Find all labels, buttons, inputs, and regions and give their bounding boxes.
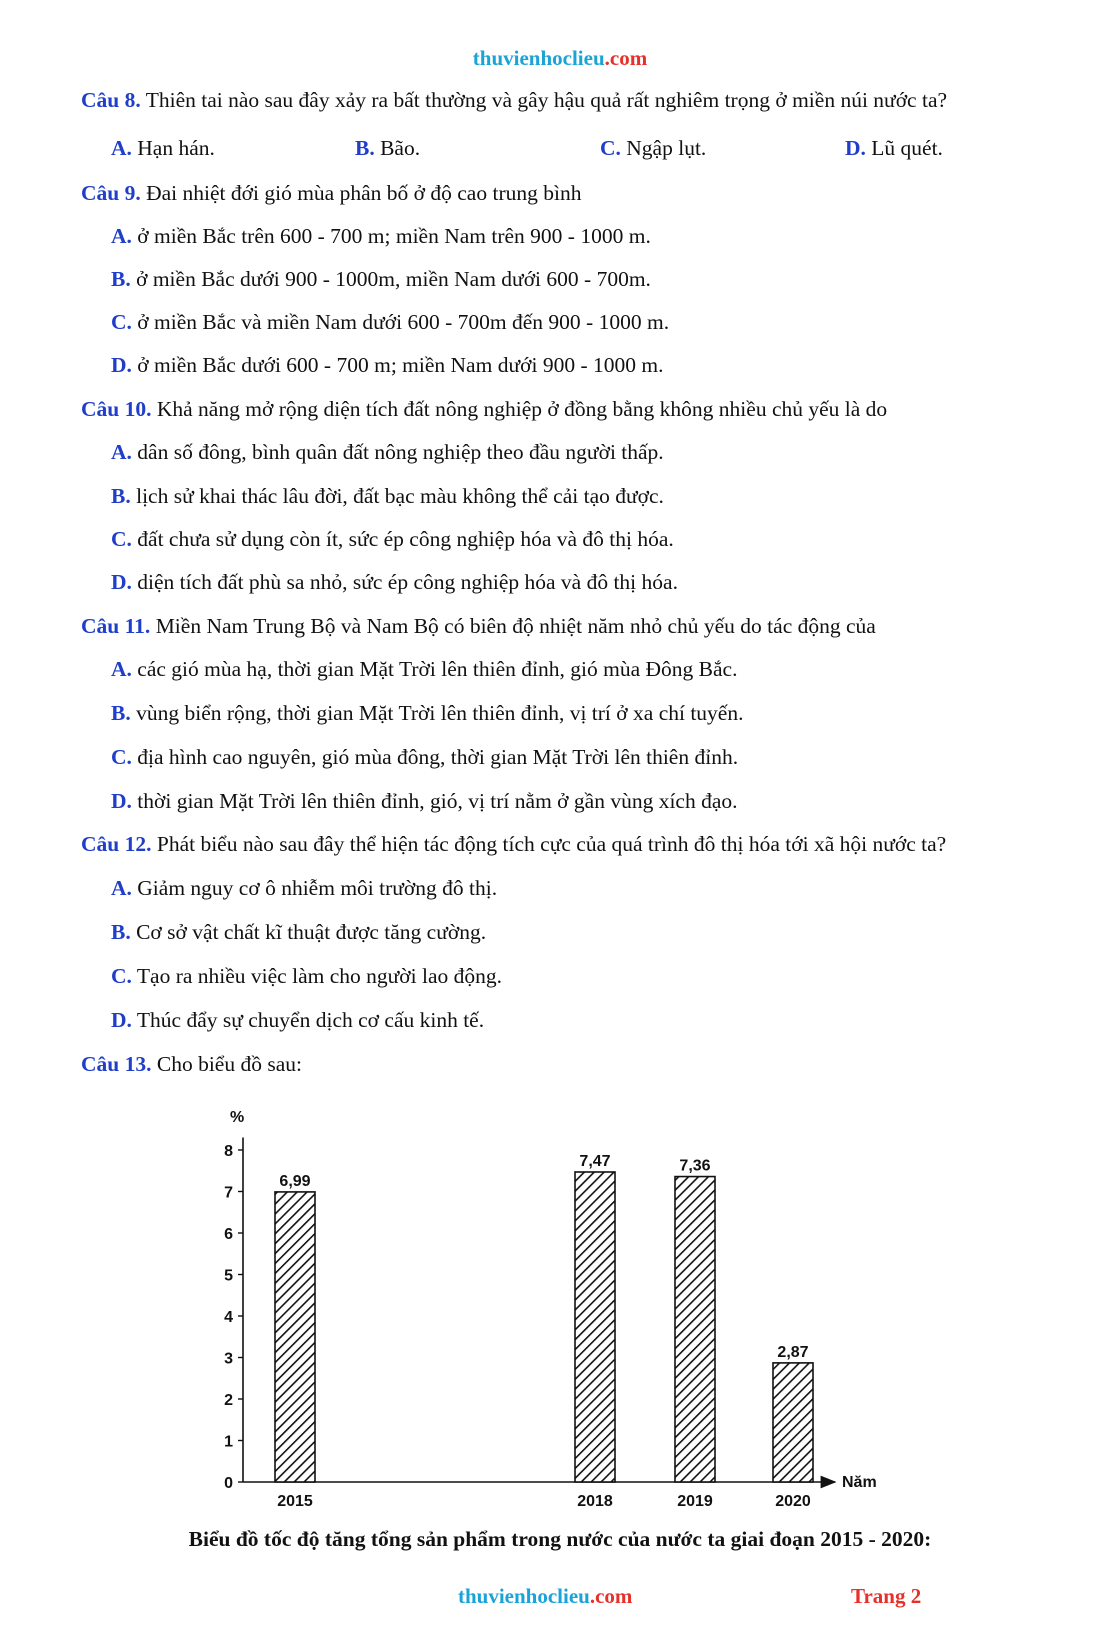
question-10: Câu 10. Khả năng mở rộng diện tích đất nông nghiệp ở đồng bằng không nhiều chủ yếu là do	[81, 397, 888, 421]
q10-option-b: B. lịch sử khai thác lâu đời, đất bạc màu không thể cải tạo được.	[111, 484, 664, 508]
y-tick-label: 2	[224, 1392, 233, 1409]
x-tick-label: 2015	[277, 1493, 313, 1510]
bar-2020	[773, 1363, 813, 1482]
q8-option-c: C. Ngập lụt.	[600, 136, 707, 160]
q9-option-d: D. ở miền Bắc dưới 600 - 700 m; miền Nam dưới 900 - 1000 m.	[111, 353, 664, 377]
x-tick-label: 2020	[775, 1493, 811, 1510]
y-tick-label: 3	[224, 1350, 233, 1368]
question-8: Câu 8. Thiên tai nào sau đây xảy ra bất thường và gây hậu quả rất nghiêm trọng ở miền núi nước ta?	[81, 88, 948, 112]
q11-option-b: B. vùng biển rộng, thời gian Mặt Trời lên thiên đỉnh, vị trí ở xa chí tuyến.	[111, 701, 744, 725]
question-13: Câu 13. Cho biểu đồ sau:	[81, 1052, 302, 1076]
y-axis-unit-label: %	[230, 1109, 245, 1126]
q10-option-c: C. đất chưa sử dụng còn ít, sức ép công nghiệp hóa và đô thị hóa.	[111, 527, 674, 551]
y-tick-label: 4	[224, 1309, 233, 1326]
y-tick-label: 7	[224, 1184, 233, 1202]
q9-option-a: A. ở miền Bắc trên 600 - 700 m; miền Nam trên 900 - 1000 m.	[111, 224, 651, 248]
bar-value-label: 2,87	[777, 1343, 809, 1361]
bar-value-label: 7,36	[679, 1157, 711, 1175]
q12-option-c: C. Tạo ra nhiều việc làm cho người lao động.	[111, 964, 503, 988]
q8-option-d: D. Lũ quét.	[845, 136, 943, 160]
q12-option-b: B. Cơ sở vật chất kĩ thuật được tăng cường.	[111, 920, 487, 944]
y-tick-label: 0	[224, 1475, 233, 1492]
y-tick-label: 5	[224, 1267, 233, 1285]
y-tick-label: 1	[224, 1433, 233, 1451]
q9-option-b: B. ở miền Bắc dưới 900 - 1000m, miền Nam dưới 600 - 700m.	[111, 267, 651, 291]
x-tick-label: 2018	[577, 1493, 613, 1510]
q11-option-a: A. các gió mùa hạ, thời gian Mặt Trời lên thiên đỉnh, gió mùa Đông Bắc.	[111, 657, 738, 681]
q11-option-c: C. địa hình cao nguyên, gió mùa đông, thời gian Mặt Trời lên thiên đỉnh.	[111, 745, 739, 769]
bar-2019	[675, 1177, 715, 1482]
question-9: Câu 9. Đai nhiệt đới gió mùa phân bố ở độ cao trung bình	[81, 181, 582, 205]
bar-value-label: 7,47	[579, 1152, 611, 1170]
q8-option-b: B. Bão.	[355, 136, 421, 160]
q12-option-a: A. Giảm nguy cơ ô nhiễm môi trường đô thị.	[111, 876, 498, 900]
x-axis-unit-label: Năm	[842, 1474, 877, 1491]
y-tick-label: 8	[224, 1143, 233, 1160]
q9-option-c: C. ở miền Bắc và miền Nam dưới 600 - 700m đến 900 - 1000 m.	[111, 310, 670, 334]
bar-value-label: 6,99	[279, 1172, 311, 1190]
y-tick-label: 6	[224, 1226, 233, 1243]
footer-site: thuvienhoclieu.com	[458, 1584, 633, 1608]
question-11: Câu 11. Miền Nam Trung Bộ và Nam Bộ có biên độ nhiệt năm nhỏ chủ yếu do tác động của	[81, 614, 876, 638]
bar-2015	[275, 1192, 315, 1482]
q10-option-a: A. dân số đông, bình quân đất nông nghiệp theo đầu người thấp.	[111, 440, 664, 464]
q12-option-d: D. Thúc đẩy sự chuyển dịch cơ cấu kinh tế.	[111, 1008, 485, 1032]
site-header: thuvienhoclieu.com	[472, 46, 648, 70]
chart-caption: Biểu đồ tốc độ tăng tổng sản phẩm trong nước của nước ta giai đoạn 2015 - 2020:	[188, 1527, 932, 1551]
q8-option-a: A. Hạn hán.	[111, 136, 215, 160]
page-number: Trang 2	[851, 1584, 922, 1608]
x-tick-label: 2019	[677, 1493, 713, 1510]
gdp-growth-bar-chart	[190, 1100, 910, 1520]
question-12: Câu 12. Phát biểu nào sau đây thể hiện tác động tích cực của quá trình đô thị hóa tới xã hội nước ta?	[81, 832, 947, 856]
q11-option-d: D. thời gian Mặt Trời lên thiên đỉnh, gió, vị trí nằm ở gần vùng xích đạo.	[111, 789, 738, 813]
q10-option-d: D. diện tích đất phù sa nhỏ, sức ép công nghiệp hóa và đô thị hóa.	[111, 570, 678, 594]
bar-2018	[575, 1172, 615, 1482]
